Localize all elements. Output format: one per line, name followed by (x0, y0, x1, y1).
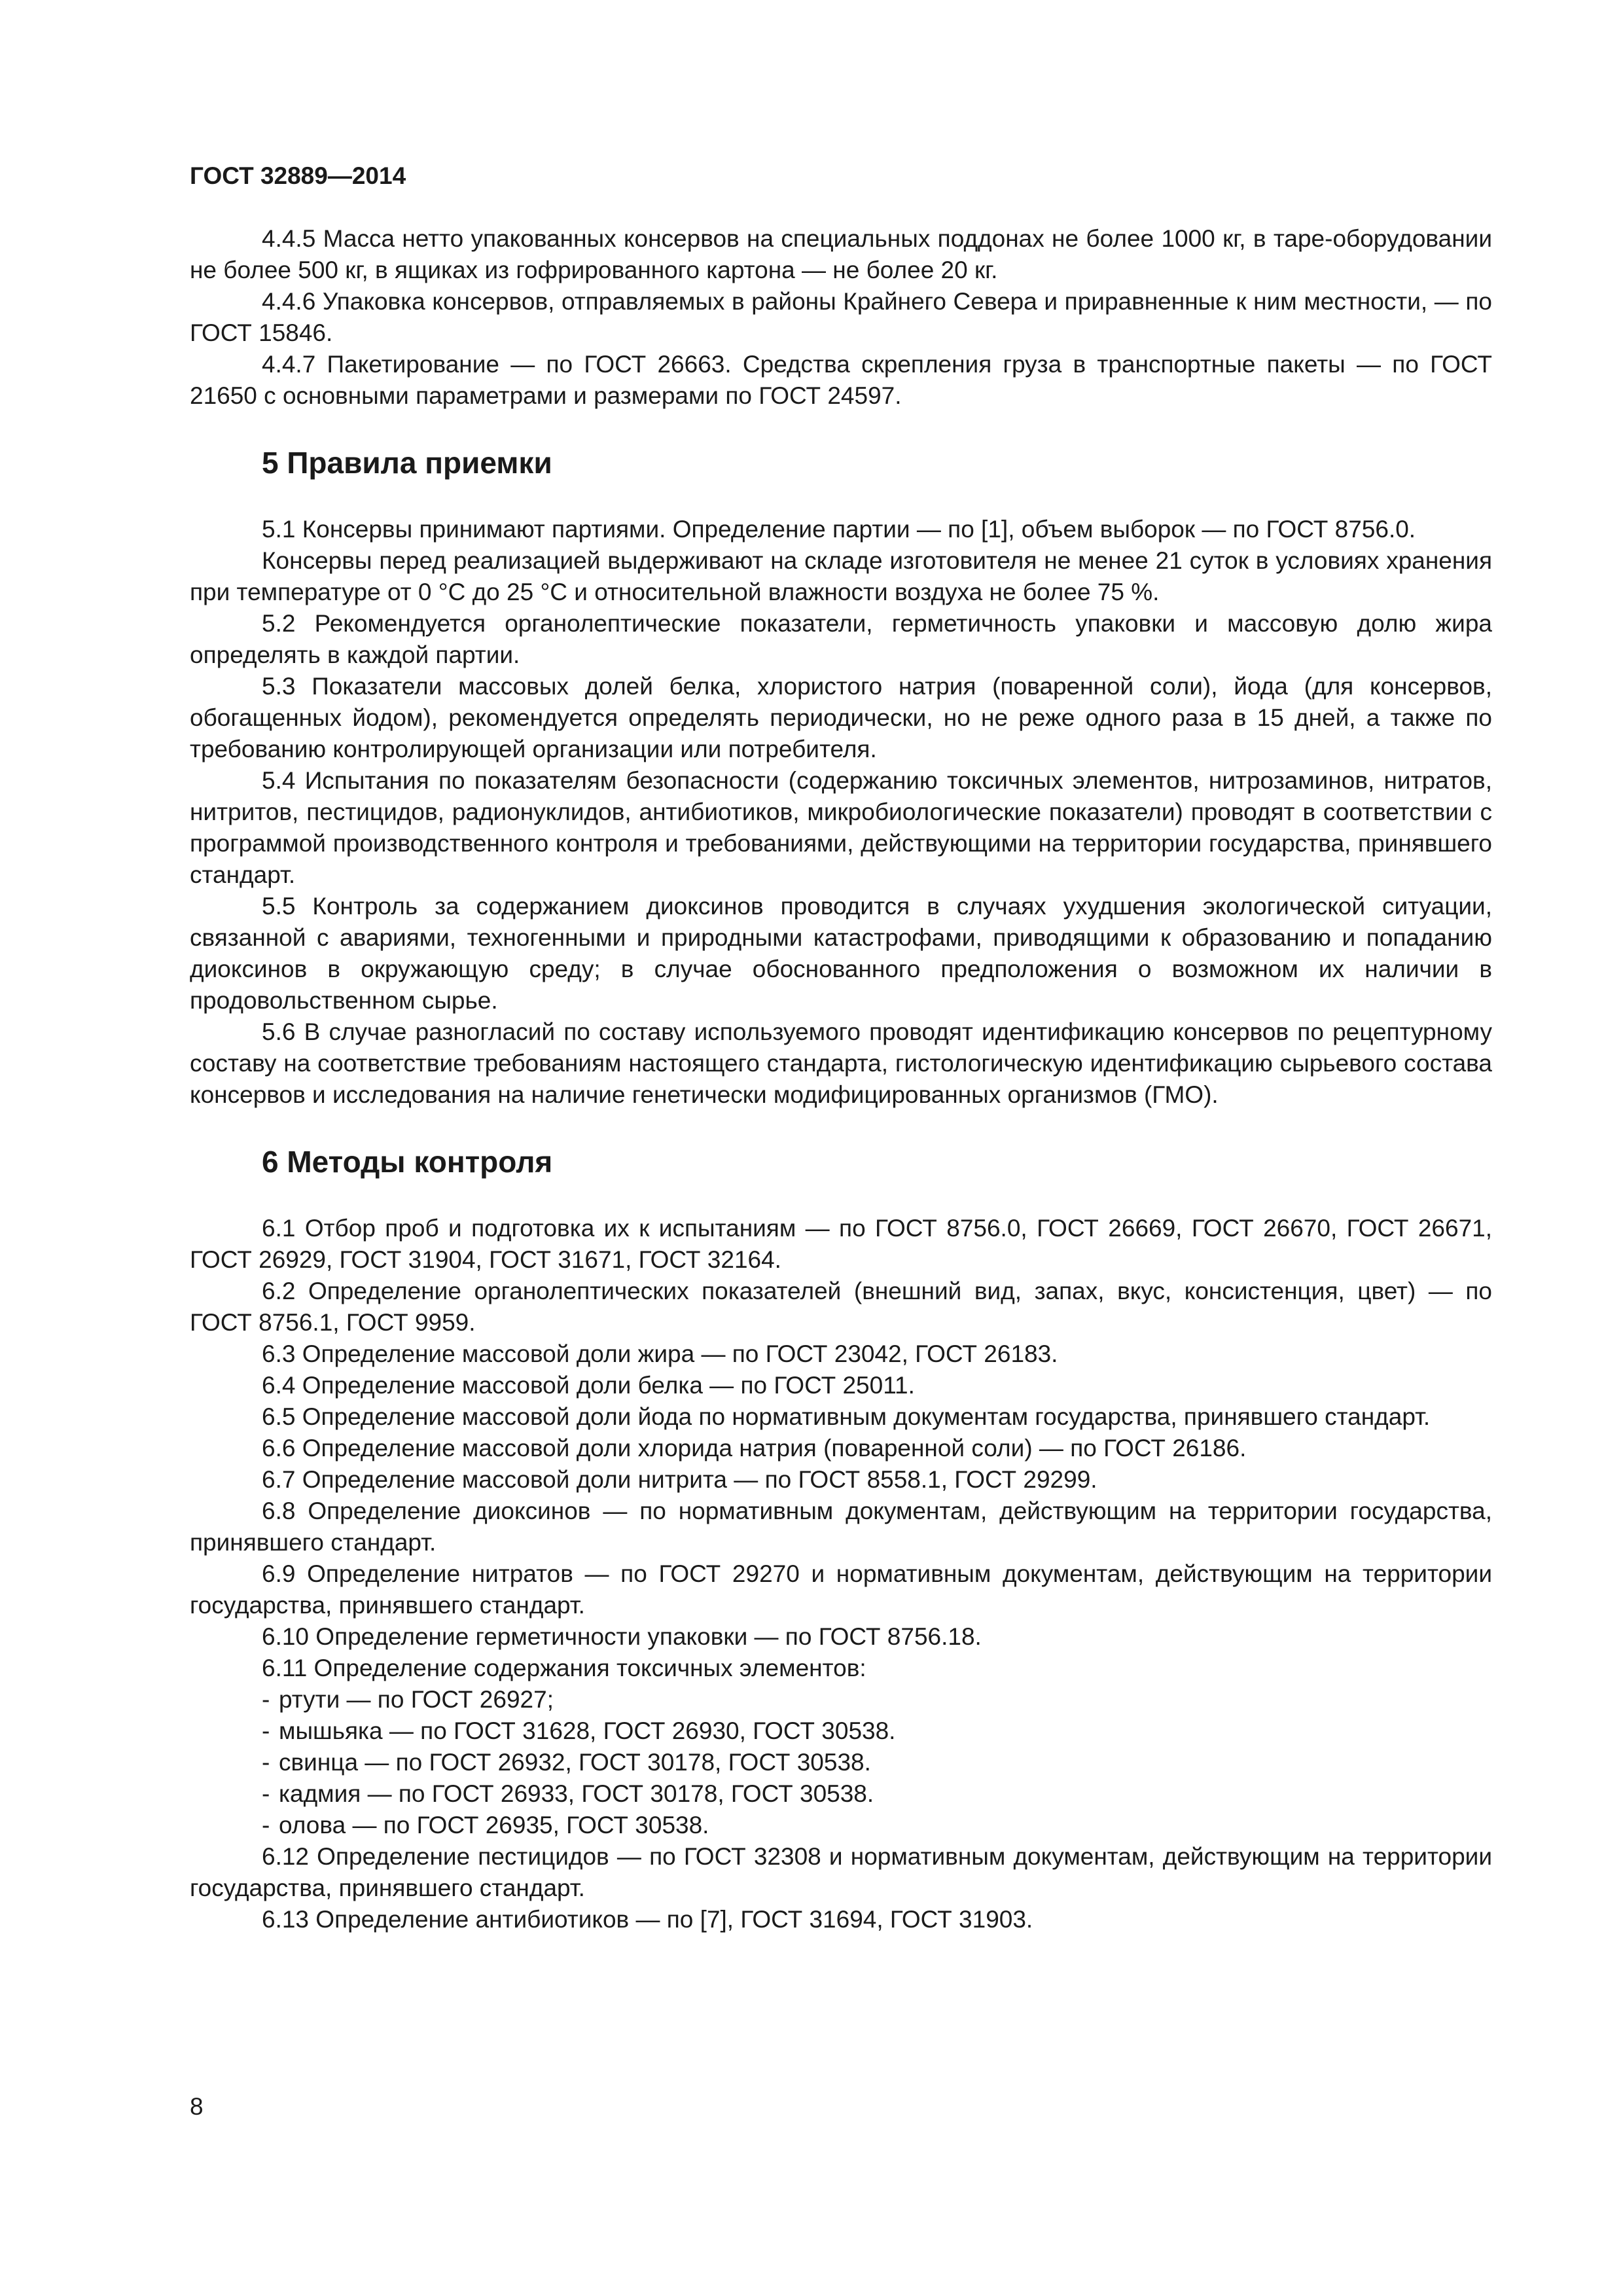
paragraph-6-3: 6.3 Определение массовой доли жира — по ГОСТ 23042, ГОСТ 26183. (262, 1340, 1058, 1367)
list-dash: - (262, 1717, 270, 1744)
list-item (190, 1778, 1492, 1810)
paragraph-4-4-6: 4.4.6 Упаковка консервов, отправляемых в районы Крайнего Севера и приравненные к ним местности, — по ГОСТ 15846. (190, 288, 1492, 346)
paragraph-5-6: 5.6 В случае разногласий по составу используемого проводят идентификацию консервов по рецептурному составу на соответствие требованиям настоящего стандарта, гистологическую идентификацию сырьевого состава консервов и исследования на наличие генетически модифицированных организмов (ГМО). (190, 1018, 1492, 1108)
list-item (190, 1684, 1492, 1715)
paragraph-5-5: 5.5 Контроль за содержанием диоксинов проводится в случаях ухудшения экологической ситуации, связанной с авариями, техногенными и природными катастрофами, приводящими к образованию и попаданию диоксинов в окружающую среду; в случае обоснованного предположения о возможном их наличии в продовольственном сырье. (190, 893, 1492, 1014)
paragraph-4-4-5: 4.4.5 Масса нетто упакованных консервов на специальных поддонах не более 1000 кг, в таре-оборудовании не более 500 кг, в ящиках из гофрированного картона — не более 20 кг. (190, 225, 1492, 283)
list-item-text: кадмия — по ГОСТ 26933, ГОСТ 30178, ГОСТ 30538. (279, 1780, 874, 1807)
list-item (190, 1810, 1492, 1841)
paragraph-5-1: 5.1 Консервы принимают партиями. Определение партии — по [1], объем выборок — по ГОСТ 8756.0. (262, 516, 1416, 543)
list-item (190, 1747, 1492, 1778)
list-dash: - (262, 1812, 270, 1839)
list-item-text: свинца — по ГОСТ 26932, ГОСТ 30178, ГОСТ 30538. (279, 1749, 871, 1776)
paragraph-6-10: 6.10 Определение герметичности упаковки — по ГОСТ 8756.18. (262, 1623, 982, 1650)
paragraph-6-9: 6.9 Определение нитратов — по ГОСТ 29270 и нормативным документам, действующим на территории государства, принявшего стандарт. (190, 1560, 1492, 1619)
paragraph-6-8: 6.8 Определение диоксинов — по нормативным документам, действующим на территории государства, принявшего стандарт. (190, 1498, 1492, 1556)
list-dash: - (262, 1749, 270, 1776)
paragraph-5-3: 5.3 Показатели массовых долей белка, хлористого натрия (поваренной соли), йода (для консервов, обогащенных йодом), рекомендуется определять периодически, но не реже одного раза в 15 дней, а также по требованию контролирующей организации или потребителя. (190, 673, 1492, 762)
paragraph-6-4: 6.4 Определение массовой доли белка — по ГОСТ 25011. (262, 1372, 915, 1399)
list-dash: - (262, 1686, 270, 1713)
section-5-title: 5 Правила приемки (262, 446, 552, 480)
paragraph-5-4: 5.4 Испытания по показателям безопасности (содержанию токсичных элементов, нитрозаминов, нитратов, нитритов, пестицидов, радионуклидов, антибиотиков, микробиологические показатели) проводят в соответствии с программой производственного контроля и требованиями, действующими на территории государства, принявшего стандарт. (190, 767, 1492, 888)
list-item-text: ртути — по ГОСТ 26927; (279, 1686, 554, 1713)
paragraph-6-2: 6.2 Определение органолептических показателей (внешний вид, запах, вкус, консистенция, цвет) — по ГОСТ 8756.1, ГОСТ 9959. (190, 1278, 1492, 1336)
list-item-text: мышьяка — по ГОСТ 31628, ГОСТ 26930, ГОСТ 30538. (279, 1717, 896, 1744)
document-page (190, 160, 1492, 1935)
paragraph-6-12: 6.12 Определение пестицидов — по ГОСТ 32308 и нормативным документам, действующим на территории государства, принявшего стандарт. (190, 1843, 1492, 1901)
paragraph-6-6: 6.6 Определение массовой доли хлорида натрия (поваренной соли) — по ГОСТ 26186. (262, 1435, 1247, 1462)
paragraph-6-7: 6.7 Определение массовой доли нитрита — по ГОСТ 8558.1, ГОСТ 29299. (262, 1466, 1097, 1493)
list-item (190, 1715, 1492, 1747)
paragraph-5-2: 5.2 Рекомендуется органолептические показатели, герметичность упаковки и массовую долю жира определять в каждой партии. (190, 610, 1492, 668)
paragraph-6-5: 6.5 Определение массовой доли йода по нормативным документам государства, принявшего стандарт. (262, 1403, 1431, 1430)
toxic-elements-list (190, 1684, 1492, 1841)
list-dash: - (262, 1780, 270, 1807)
paragraph-6-13: 6.13 Определение антибиотиков — по [7], ГОСТ 31694, ГОСТ 31903. (262, 1906, 1033, 1933)
paragraph-6-1: 6.1 Отбор проб и подготовка их к испытаниям — по ГОСТ 8756.0, ГОСТ 26669, ГОСТ 26670, ГОСТ 26671, ГОСТ 26929, ГОСТ 31904, ГОСТ 31671, ГОСТ 32164. (190, 1215, 1492, 1273)
list-item-text: олова — по ГОСТ 26935, ГОСТ 30538. (279, 1812, 709, 1839)
page-number: 8 (190, 2093, 204, 2120)
paragraph-4-4-7: 4.4.7 Пакетирование — по ГОСТ 26663. Средства скрепления груза в транспортные пакеты — по ГОСТ 21650 с основными параметрами и размерами по ГОСТ 24597. (190, 351, 1492, 409)
section-6-title: 6 Методы контроля (262, 1145, 553, 1179)
document-code-header: ГОСТ 32889—2014 (190, 162, 406, 189)
paragraph-5-1-storage: Консервы перед реализацией выдерживают на складе изготовителя не менее 21 суток в условиях хранения при температуре от 0 °С до 25 °С и относительной влажности воздуха не более 75 %. (190, 547, 1492, 605)
paragraph-6-11: 6.11 Определение содержания токсичных элементов: (262, 1655, 866, 1681)
